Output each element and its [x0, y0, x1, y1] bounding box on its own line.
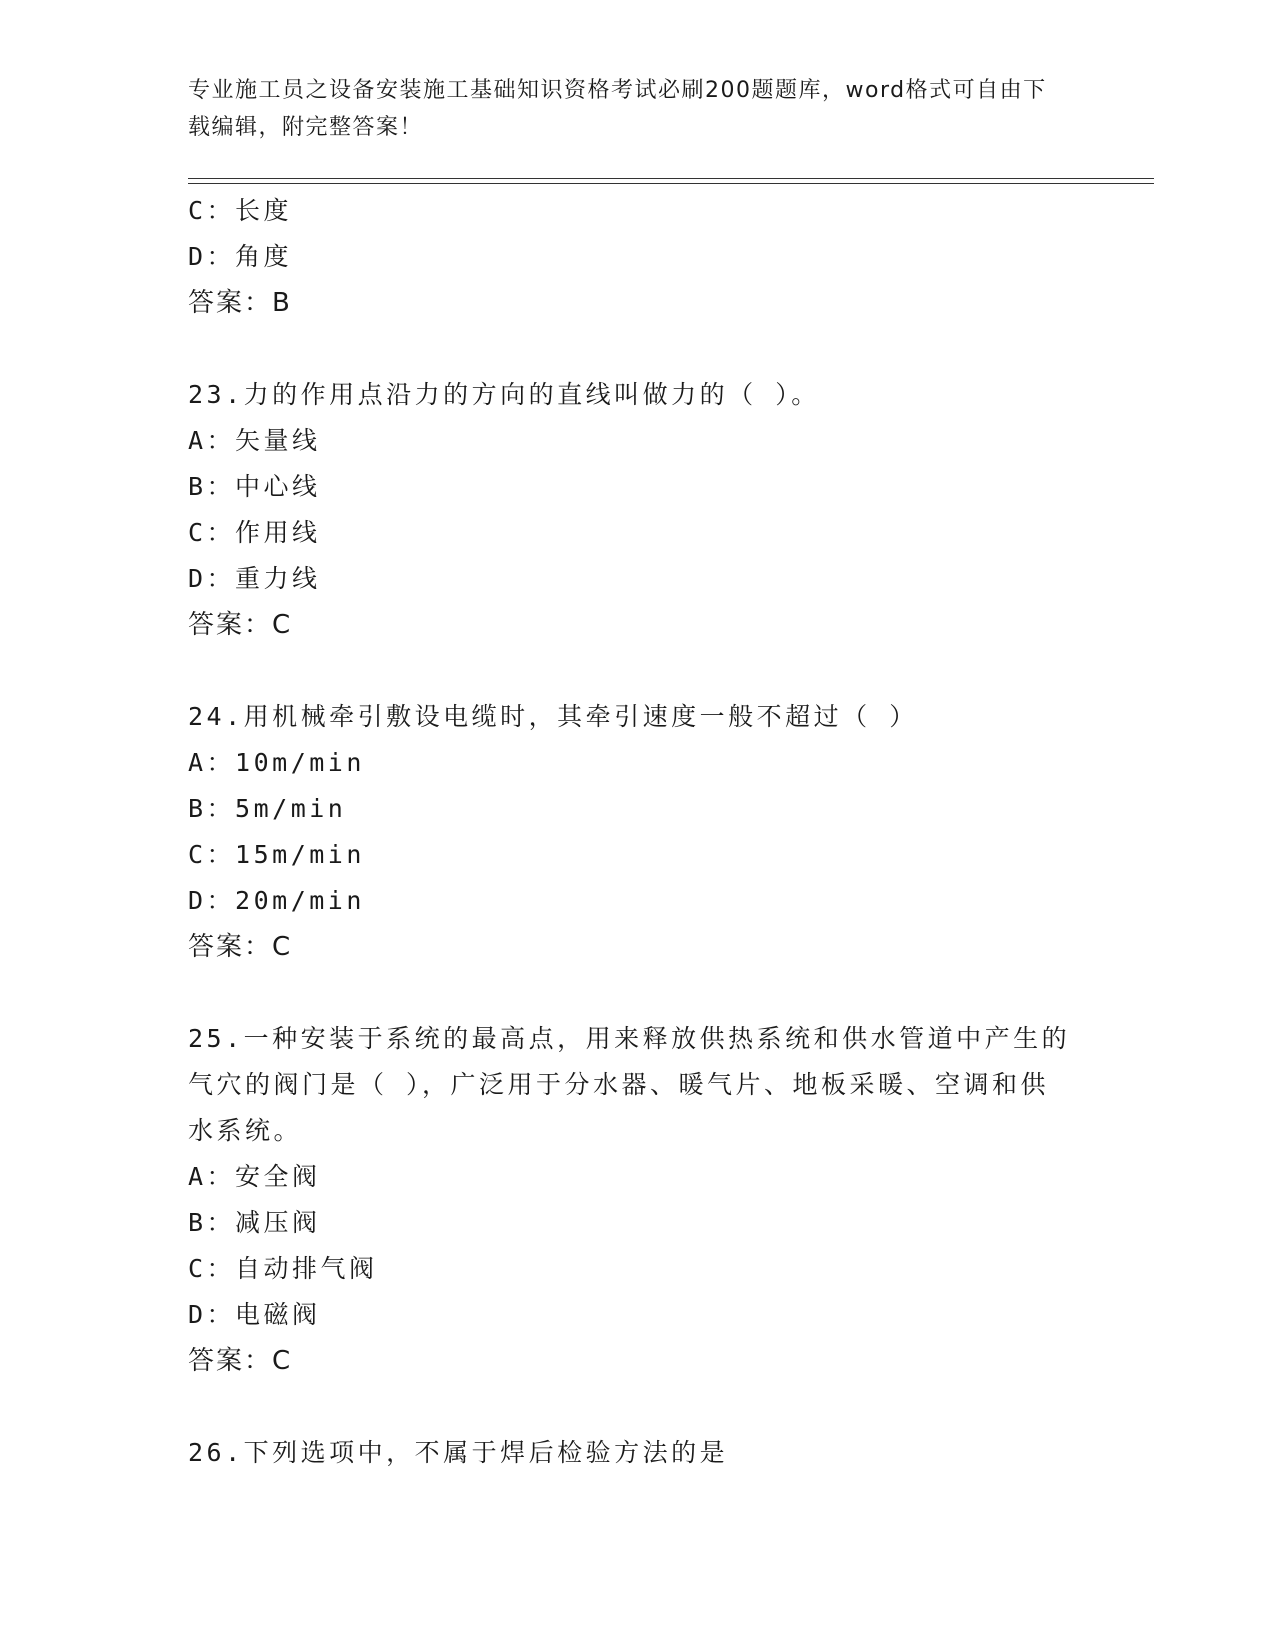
- question-stem-26: 26.下列选项中，不属于焊后检验方法的是: [188, 1438, 729, 1467]
- header-title: 专业施工员之设备安装施工基础知识资格考试必刷200题题库，word格式可自由下载编辑，附完整答案！: [188, 78, 1047, 140]
- answer-line: 答案：C: [188, 1346, 293, 1376]
- question-stem-23: 23.力的作用点沿力的方向的直线叫做力的（ ）。: [188, 380, 820, 409]
- question-stem-24: 24.用机械牵引敷设电缆时，其牵引速度一般不超过（ ）: [188, 702, 918, 731]
- question-stem-25-line-3: 水系统。: [188, 1116, 303, 1145]
- option-b: B：中心线: [188, 472, 321, 501]
- question-stem-25-line-1: 25.一种安装于系统的最高点，用来释放供热系统和供水管道中产生的: [188, 1024, 1071, 1053]
- answer-line: 答案：C: [188, 932, 293, 962]
- option-a: A：矢量线: [188, 426, 321, 455]
- answer-line: 答案：C: [188, 610, 293, 640]
- option-d: D：20m/min: [188, 886, 365, 915]
- header-divider-bottom: [188, 183, 1154, 184]
- option-c: C：15m/min: [188, 840, 365, 869]
- spacer: [188, 648, 1088, 694]
- option-a: A：10m/min: [188, 748, 365, 777]
- option-d: D：重力线: [188, 564, 321, 593]
- option-d: D：角度: [188, 242, 293, 271]
- spacer: [188, 1384, 1088, 1430]
- header-divider-top: [188, 178, 1154, 179]
- option-c: C：长度: [188, 196, 293, 225]
- document-header: [188, 72, 1068, 146]
- option-a: A：安全阀: [188, 1162, 321, 1191]
- option-c: C：自动排气阀: [188, 1254, 378, 1283]
- option-d: D：电磁阀: [188, 1300, 321, 1329]
- spacer: [188, 326, 1088, 372]
- spacer: [188, 970, 1088, 1016]
- option-c: C：作用线: [188, 518, 321, 547]
- answer-line: 答案：B: [188, 288, 292, 318]
- option-b: B：减压阀: [188, 1208, 321, 1237]
- question-content: [188, 188, 1088, 1476]
- question-stem-25-line-2: 气穴的阀门是（ ），广泛用于分水器、暖气片、地板采暖、空调和供: [188, 1070, 1050, 1099]
- option-b: B：5m/min: [188, 794, 347, 823]
